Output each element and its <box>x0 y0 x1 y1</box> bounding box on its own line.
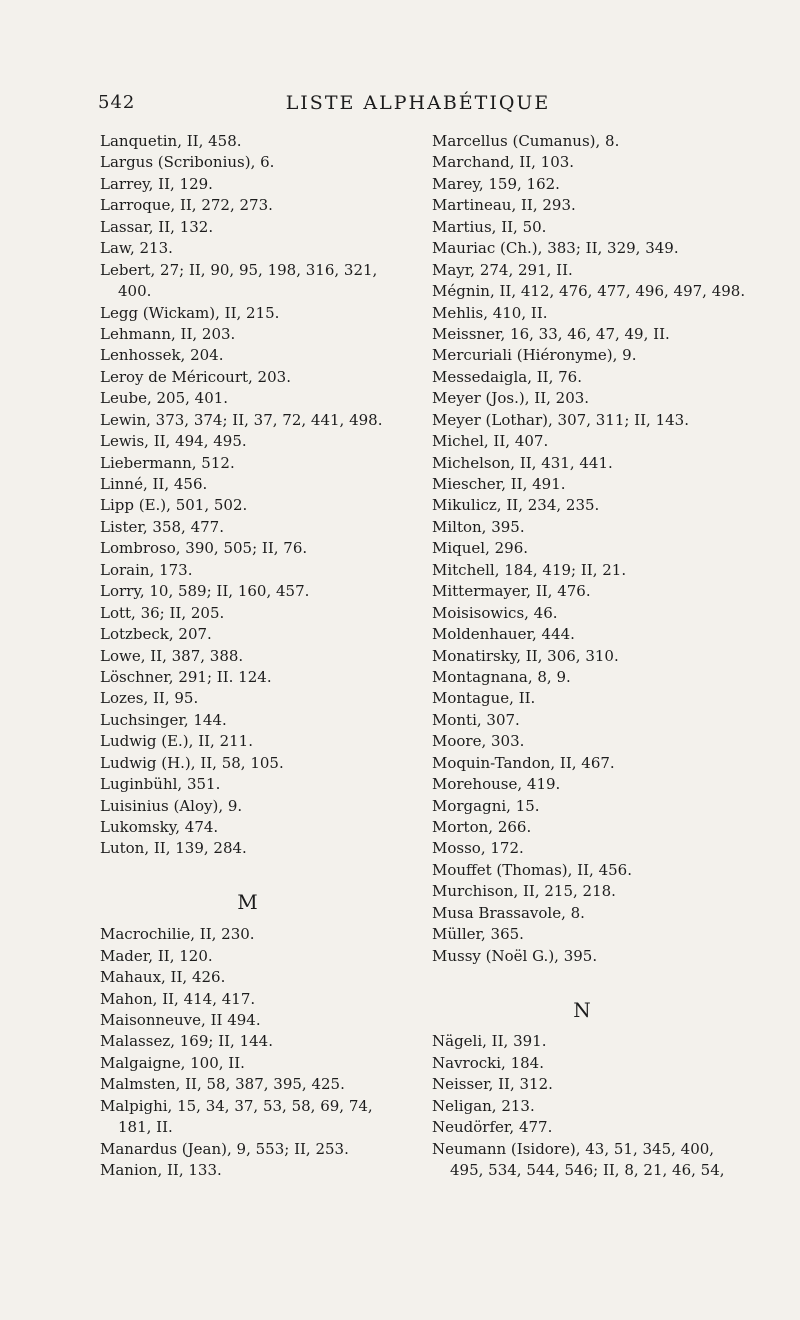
index-entry: Mégnin, II, 412, 476, 477, 496, 497, 498. <box>432 282 746 301</box>
index-entry: Morton, 266. <box>432 818 532 836</box>
section-heading-n: N <box>573 997 591 1022</box>
index-entry: Martius, II, 50. <box>432 217 547 236</box>
index-entry: Marcellus (Cumanus), 8. <box>432 132 620 150</box>
index-entry: Legg (Wickam), II, 215. <box>100 303 280 322</box>
index-entry: Lenhossek, 204. <box>100 346 224 365</box>
index-entry: Mouffet (Thomas), II, 456. <box>432 860 632 879</box>
index-list-l <box>100 131 405 860</box>
index-entry: Law, 213. <box>100 239 173 258</box>
index-entry: Michelson, II, 431, 441. <box>432 453 613 472</box>
index-entry: Luginbühl, 351. <box>100 775 221 794</box>
index-entry: Liebermann, 512. <box>100 453 235 472</box>
index-entry: Manardus (Jean), 9, 553; II, 253. <box>100 1139 349 1158</box>
index-entry: Michel, II, 407. <box>432 432 549 451</box>
index-entry: Neumann (Isidore), 43, 51, 345, 400, <box>432 1139 715 1158</box>
page-header <box>98 92 738 118</box>
index-entry: Moisisowics, 46. <box>432 603 558 622</box>
index-entry: 495, 534, 544, 546; II, 8, 21, 46, 54, <box>450 1161 725 1180</box>
index-entry: Mayr, 274, 291, II. <box>432 260 573 279</box>
index-entry: Neudörfer, 477. <box>432 1118 553 1137</box>
index-entry: Linné, II, 456. <box>100 475 208 493</box>
index-entry: Lanquetin, II, 458. <box>100 132 242 150</box>
index-entry: Mehlis, 410, II. <box>432 303 548 322</box>
index-entry: Mader, II, 120. <box>100 946 213 965</box>
index-entry: Maisonneuve, II 494. <box>100 1010 261 1029</box>
index-entry: Lorry, 10, 589; II, 160, 457. <box>100 582 310 601</box>
index-entry: Lehmann, II, 203. <box>100 324 236 343</box>
index-entry: Mosso, 172. <box>432 839 524 858</box>
index-entry: Marchand, II, 103. <box>432 153 575 172</box>
index-entry: Lister, 358, 477. <box>100 517 224 536</box>
index-entry: Ludwig (E.), II, 211. <box>100 732 253 751</box>
index-entry: Morgagni, 15. <box>432 796 540 815</box>
index-entry: Manion, II, 133. <box>100 1161 222 1180</box>
index-entry: Musa Brassavole, 8. <box>432 903 585 922</box>
index-entry: Moldenhauer, 444. <box>432 625 575 644</box>
index-entry: Monatirsky, II, 306, 310. <box>432 646 619 665</box>
index-entry: Malassez, 169; II, 144. <box>100 1032 273 1051</box>
index-entry: Lowe, II, 387, 388. <box>100 646 244 665</box>
index-entry: Monti, 307. <box>432 710 520 729</box>
index-entry: Löschner, 291; II. 124. <box>100 667 272 686</box>
index-entry: Lotzbeck, 207. <box>100 625 212 644</box>
index-column-right <box>432 131 746 1181</box>
section-gap <box>100 860 405 881</box>
index-entry: Mercuriali (Hiéronyme), 9. <box>432 346 637 365</box>
index-entry: Miescher, II, 491. <box>432 475 566 493</box>
index-entry: Largus (Scribonius), 6. <box>100 153 275 172</box>
index-entry: Luton, II, 139, 284. <box>100 839 247 858</box>
index-entry: Leube, 205, 401. <box>100 389 229 408</box>
index-entry: Mikulicz, II, 234, 235. <box>432 496 600 515</box>
index-entry: Leroy de Méricourt, 203. <box>100 367 291 386</box>
index-entry: Lozes, II, 95. <box>100 689 199 708</box>
index-entry: Lipp (E.), 501, 502. <box>100 496 248 515</box>
index-entry: Meyer (Jos.), II, 203. <box>432 389 590 408</box>
index-entry: Marey, 159, 162. <box>432 174 560 193</box>
index-entry: Mittermayer, II, 476. <box>432 582 591 601</box>
section-heading-m: M <box>237 890 258 915</box>
index-entry: Messedaigla, II, 76. <box>432 367 582 386</box>
page-number: 542 <box>98 92 136 113</box>
index-entry: Lombroso, 390, 505; II, 76. <box>100 539 308 558</box>
index-entry: Larrey, II, 129. <box>100 174 213 193</box>
index-entry: Lassar, II, 132. <box>100 217 214 236</box>
index-entry: Mahaux, II, 426. <box>100 968 226 987</box>
index-entry: Montagnana, 8, 9. <box>432 667 571 686</box>
index-entry: Ludwig (H.), II, 58, 105. <box>100 753 284 772</box>
index-list-m-continued <box>432 131 746 967</box>
index-entry: Murchison, II, 215, 218. <box>432 882 616 901</box>
index-entry: Malmsten, II, 58, 387, 395, 425. <box>100 1075 345 1094</box>
index-entry: 400. <box>118 282 152 301</box>
index-entry: Lott, 36; II, 205. <box>100 603 225 622</box>
index-entry: Miquel, 296. <box>432 539 529 558</box>
index-entry: Moquin-Tandon, II, 467. <box>432 753 615 772</box>
index-entry: Milton, 395. <box>432 517 525 536</box>
index-entry: Mussy (Noël G.), 395. <box>432 946 598 965</box>
index-entry: 181, II. <box>118 1118 173 1137</box>
index-entry: Neligan, 213. <box>432 1096 535 1115</box>
index-entry: Malpighi, 15, 34, 37, 53, 58, 69, 74, <box>100 1096 373 1115</box>
index-entry: Lewin, 373, 374; II, 37, 72, 441, 498. <box>100 410 383 429</box>
index-entry: Malgaigne, 100, II. <box>100 1053 245 1072</box>
index-entry: Mauriac (Ch.), 383; II, 329, 349. <box>432 239 679 258</box>
index-entry: Meyer (Lothar), 307, 311; II, 143. <box>432 410 689 429</box>
index-entry: Mahon, II, 414, 417. <box>100 989 256 1008</box>
index-entry: Meissner, 16, 33, 46, 47, 49, II. <box>432 324 670 343</box>
index-entry: Morehouse, 419. <box>432 775 561 794</box>
index-entry: Mitchell, 184, 419; II, 21. <box>432 560 627 579</box>
index-entry: Luisinius (Aloy), 9. <box>100 796 243 815</box>
running-title: LISTE ALPHABÉTIQUE <box>285 92 551 114</box>
index-entry: Nägeli, II, 391. <box>432 1032 547 1051</box>
index-entry: Lebert, 27; II, 90, 95, 198, 316, 321, <box>100 260 378 279</box>
index-entry: Moore, 303. <box>432 732 525 751</box>
index-entry: Lewis, II, 494, 495. <box>100 432 247 451</box>
section-gap <box>432 967 742 988</box>
index-entry: Luchsinger, 144. <box>100 710 227 729</box>
index-entry: Müller, 365. <box>432 925 524 944</box>
index-entry: Lukomsky, 474. <box>100 818 219 836</box>
index-column-left <box>100 131 405 1181</box>
index-entry: Neisser, II, 312. <box>432 1075 553 1094</box>
index-entry: Larroque, II, 272, 273. <box>100 196 273 215</box>
index-entry: Lorain, 173. <box>100 560 193 579</box>
index-entry: Martineau, II, 293. <box>432 196 576 215</box>
index-list-m <box>100 924 405 1181</box>
index-entry: Montague, II. <box>432 689 536 708</box>
index-entry: Macrochilie, II, 230. <box>100 925 255 944</box>
index-entry: Navrocki, 184. <box>432 1053 544 1072</box>
index-list-n <box>432 1031 742 1181</box>
